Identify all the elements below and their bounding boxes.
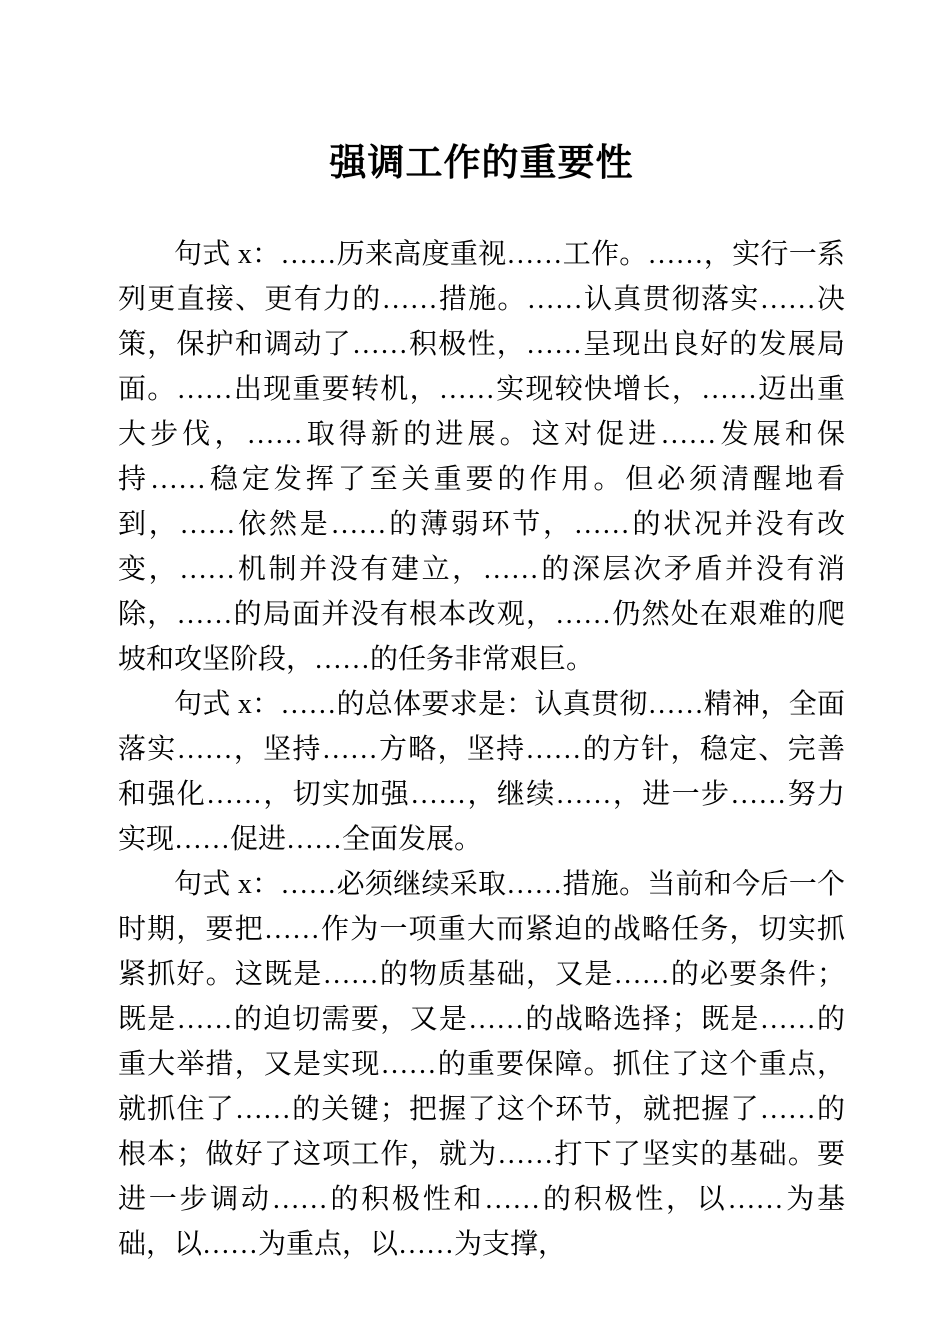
paragraph-sentence-pattern-3: 句式 x：……必须继续采取……措施。当前和今后一个时期，要把……作为一项重大而紧迫的战略任务，切实抓紧抓好。这既是……的物质基础，又是……的必要条件；既是……的迫切需要，又是……的战略选择；既是……的重大举措，又是实现……的重要保障。抓住了这个重点，就抓住了……的关键；把握了这个环节，就把握了……的根本；做好了这项工作，就为……打下了坚实的基础。要进一步调动……的积极性和……的积极性，以……为基础，以……为重点，以……为支撑， [118, 869, 845, 1260]
paragraph-sentence-pattern-2: 句式 x：……的总体要求是：认真贯彻……精神，全面落实……，坚持……方略，坚持……的方针，稳定、完善和强化……，切实加强……，继续……，进一步……努力实现……促进……全面发展。 [118, 689, 845, 855]
document-title: 强调工作的重要性 [329, 143, 634, 184]
paragraph-sentence-pattern-1: 句式 x：……历来高度重视……工作。……，实行一系列更直接、更有力的……措施。……认真贯彻落实……决策，保护和调动了……积极性，……呈现出良好的发展局面。……出现重要转机，……实现较快增长，……迈出重大步伐，……取得新的进展。这对促进……发展和保持……稳定发挥了至关重要的作用。但必须清醒地看到，……依然是……的薄弱环节，……的状况并没有改变，……机制并没有建立，……的深层次矛盾并没有消除，……的局面并没有根本改观，……仍然处在艰难的爬坡和攻坚阶段，……的任务非常艰巨。 [118, 239, 845, 675]
document-body [118, 232, 845, 1267]
